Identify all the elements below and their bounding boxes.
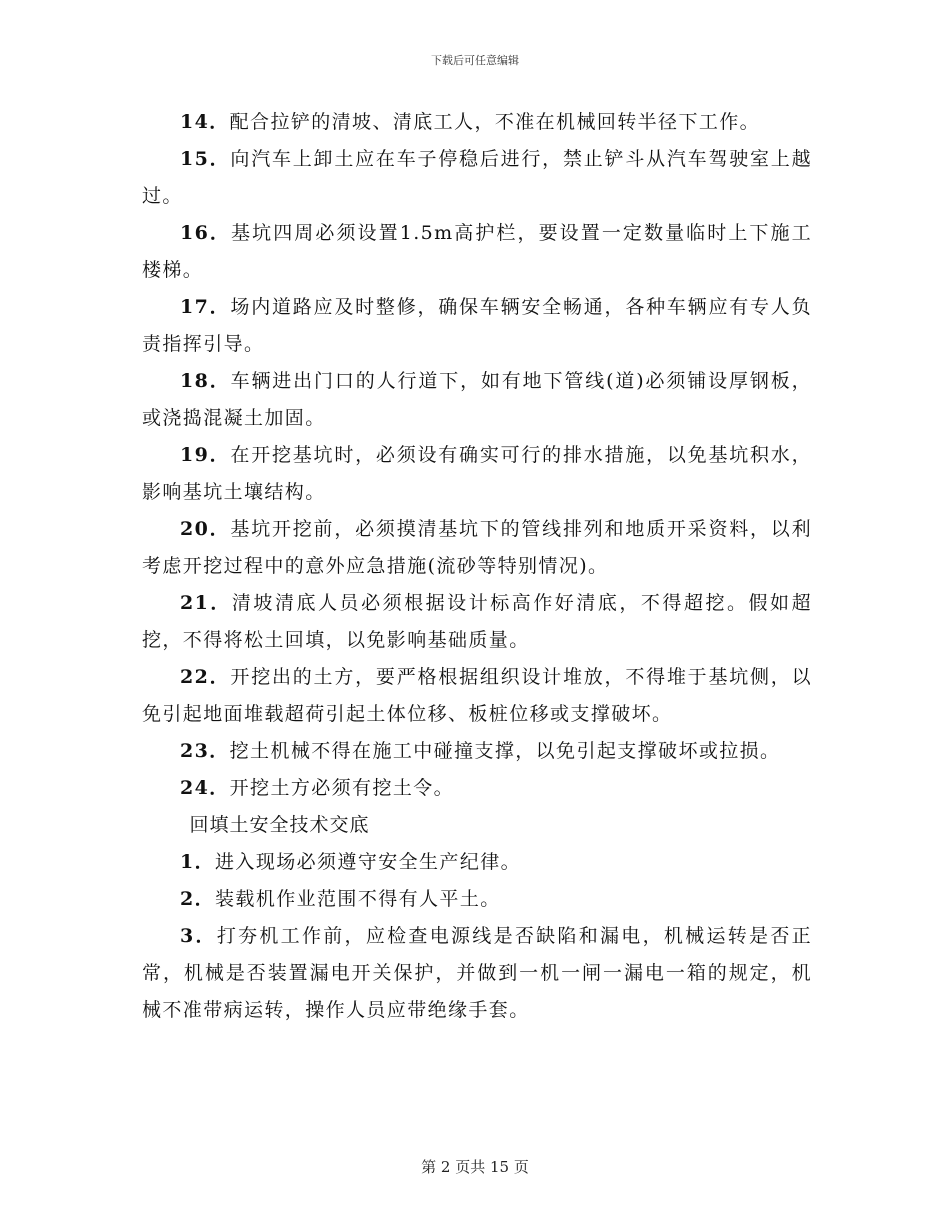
item-text: 进入现场必须遵守安全生产纪律。 xyxy=(215,851,522,873)
item-number: 19 xyxy=(180,444,210,466)
paragraph-19: 19．在开挖基坑时，必须设有确实可行的排水措施，以免基坑积水，影响基坑土壤结构。 xyxy=(142,444,812,503)
item-number: 2 xyxy=(180,888,195,910)
item-number: 21 xyxy=(180,592,210,614)
item-text: 基坑四周必须设置1.5m高护栏，要设置一定数量临时上下施工楼梯。 xyxy=(142,222,812,281)
paragraph-22: 22．开挖出的土方，要严格根据组织设计堆放，不得堆于基坑侧，以免引起地面堆载超荷引起土体位移、板桩位移或支撑破坏。 xyxy=(142,666,812,725)
section-paragraph-3: 3．打夯机工作前，应检查电源线是否缺陷和漏电，机械运转是否正常，机械是否装置漏电开关保护，并做到一机一闸一漏电一箱的规定，机械不准带病运转，操作人员应带绝缘手套。 xyxy=(142,925,813,1021)
item-number: 1 xyxy=(180,851,195,873)
document-body xyxy=(142,104,812,1029)
item-number: 18 xyxy=(180,370,210,392)
paragraph-16: 16．基坑四周必须设置1.5m高护栏，要设置一定数量临时上下施工楼梯。 xyxy=(142,222,812,281)
item-number: 22 xyxy=(180,666,210,688)
paragraph-24: 24．开挖土方必须有挖土令。 xyxy=(180,777,455,799)
item-text: 车辆进出门口的人行道下，如有地下管线(道)必须铺设厚钢板，或浇捣混凝土加固。 xyxy=(142,370,812,429)
item-number: 16 xyxy=(180,222,210,244)
item-text: 清坡清底人员必须根据设计标高作好清底，不得超挖。假如超挖，不得将松土回填，以免影响基础质量。 xyxy=(142,592,812,651)
item-number: 17 xyxy=(180,296,210,318)
item-text: 基坑开挖前，必须摸清基坑下的管线排列和地质开采资料，以利考虑开挖过程中的意外应急措施(流砂等特别情况)。 xyxy=(142,518,812,577)
item-number: 23 xyxy=(180,740,210,762)
paragraph-20: 20．基坑开挖前，必须摸清基坑下的管线排列和地质开采资料，以利考虑开挖过程中的意外应急措施(流砂等特别情况)。 xyxy=(142,518,812,577)
item-text: 向汽车上卸土应在车子停稳后进行，禁止铲斗从汽车驾驶室上越过。 xyxy=(142,148,812,207)
item-text: 场内道路应及时整修，确保车辆安全畅通，各种车辆应有专人负责指挥引导。 xyxy=(142,296,812,355)
paragraph-17: 17．场内道路应及时整修，确保车辆安全畅通，各种车辆应有专人负责指挥引导。 xyxy=(142,296,812,355)
item-number: 3 xyxy=(180,925,195,947)
paragraph-14: 14．配合拉铲的清坡、清底工人，不准在机械回转半径下工作。 xyxy=(180,111,761,133)
page-footer: 第 2 页共 15 页 xyxy=(421,1158,529,1176)
item-text: 挖土机械不得在施工中碰撞支撑，以免引起支撑破坏或拉损。 xyxy=(229,740,781,762)
item-text: 打夯机工作前，应检查电源线是否缺陷和漏电，机械运转是否正常，机械是否装置漏电开关保护，并做到一机一闸一漏电一箱的规定，机械不准带病运转，操作人员应带绝缘手套。 xyxy=(142,925,813,1021)
item-text: 开挖出的土方，要严格根据组织设计堆放，不得堆于基坑侧，以免引起地面堆载超荷引起土体位移、板桩位移或支撑破坏。 xyxy=(142,666,812,725)
section-paragraph-2: 2．装载机作业范围不得有人平土。 xyxy=(180,888,501,910)
paragraph-21: 21．清坡清底人员必须根据设计标高作好清底，不得超挖。假如超挖，不得将松土回填，以免影响基础质量。 xyxy=(142,592,812,651)
page-header: 下载后可任意编辑 xyxy=(431,54,519,67)
paragraph-15: 15．向汽车上卸土应在车子停稳后进行，禁止铲斗从汽车驾驶室上越过。 xyxy=(142,148,812,207)
item-text: 在开挖基坑时，必须设有确实可行的排水措施，以免基坑积水，影响基坑土壤结构。 xyxy=(142,444,812,503)
section-title: 回填土安全技术交底 xyxy=(189,814,370,836)
item-text: 配合拉铲的清坡、清底工人，不准在机械回转半径下工作。 xyxy=(229,111,761,133)
item-number: 14 xyxy=(180,111,210,133)
item-number: 24 xyxy=(180,777,210,799)
section-paragraph-1: 1．进入现场必须遵守安全生产纪律。 xyxy=(180,851,522,873)
item-text: 开挖土方必须有挖土令。 xyxy=(229,777,455,799)
item-number: 20 xyxy=(180,518,210,540)
paragraph-23: 23．挖土机械不得在施工中碰撞支撑，以免引起支撑破坏或拉损。 xyxy=(180,740,781,762)
item-number: 15 xyxy=(180,148,210,170)
item-text: 装载机作业范围不得有人平土。 xyxy=(215,888,501,910)
paragraph-18: 18．车辆进出门口的人行道下，如有地下管线(道)必须铺设厚钢板，或浇捣混凝土加固。 xyxy=(142,370,812,429)
